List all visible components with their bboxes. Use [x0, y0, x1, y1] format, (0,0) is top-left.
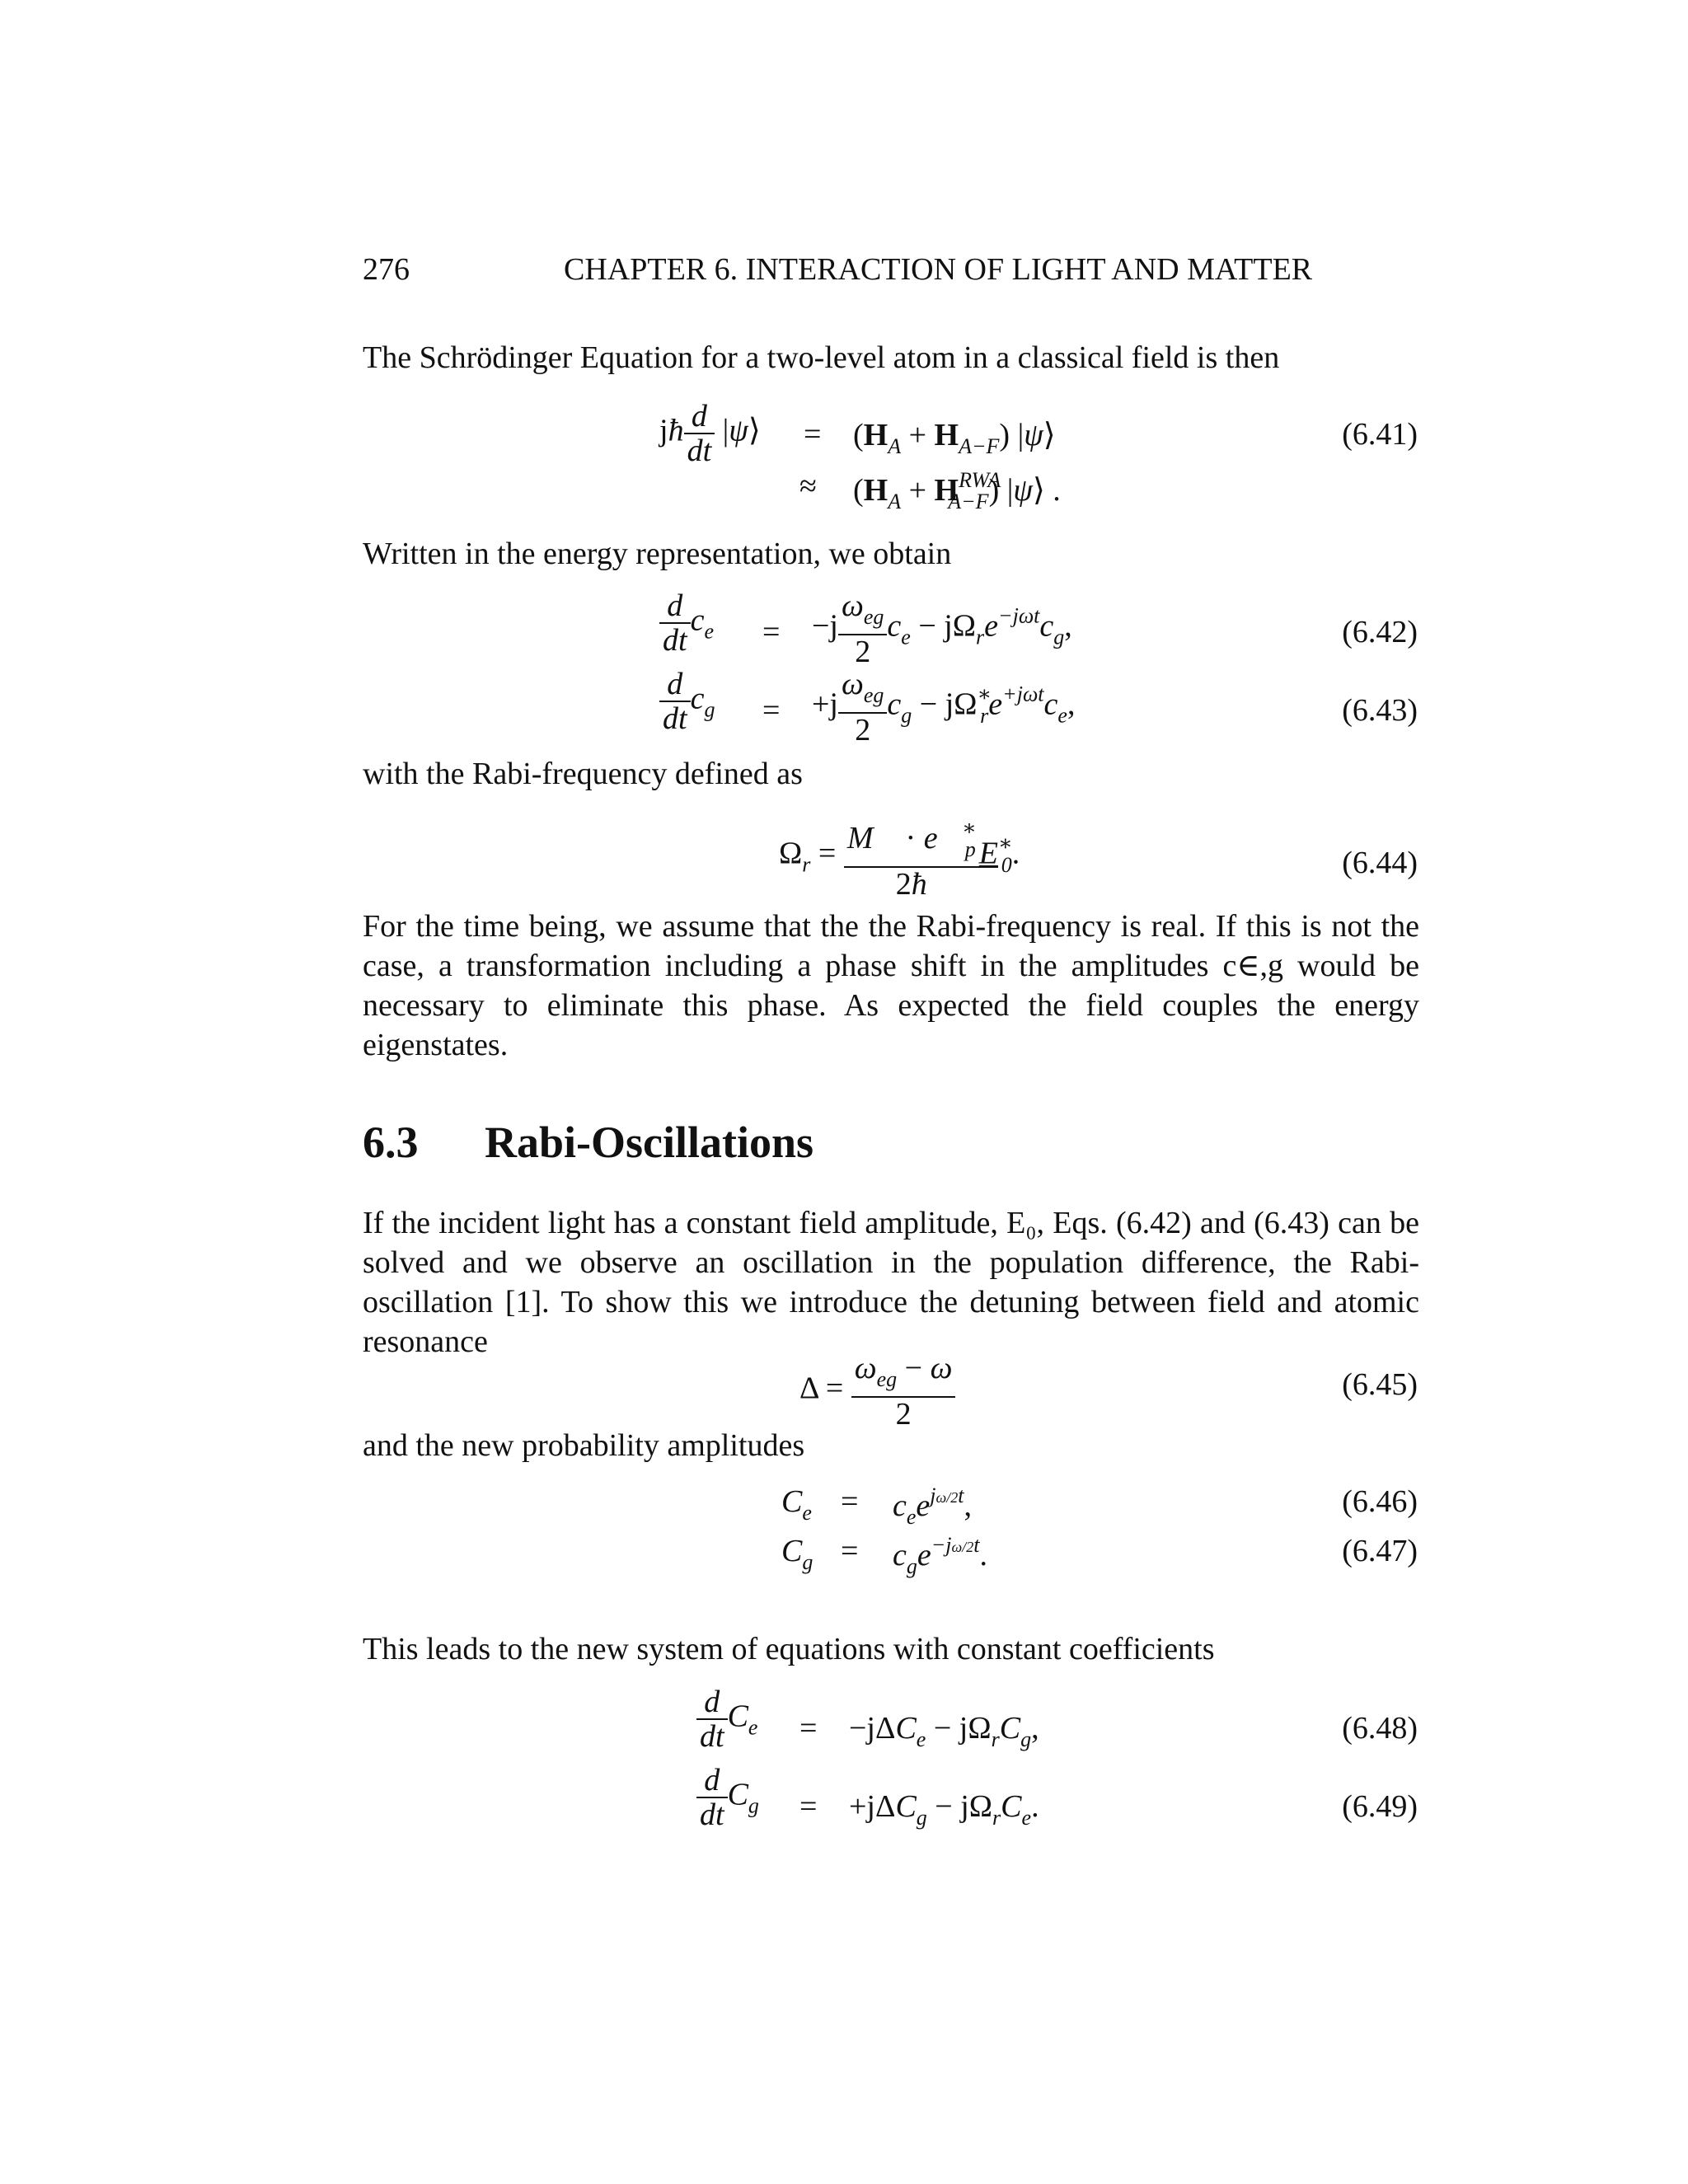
paragraph-rabi-real: For the time being, we assume that the the Rabi-frequency is real. If this is not the case, a transformation including a phase shift in the amplitudes c∈,g would be necessary to eliminate this phase. As expected the field couples the energy eigenstates. — [363, 909, 1419, 1062]
paragraph-new-system: This leads to the new system of equations with constant coefficients — [363, 1632, 1215, 1666]
eq-number-6-41: (6.41) — [1342, 417, 1418, 452]
eq-number-6-43: (6.43) — [1342, 693, 1418, 728]
section-heading — [363, 1117, 814, 1168]
eq-number-6-46: (6.46) — [1342, 1484, 1418, 1519]
eq-number-6-44: (6.44) — [1342, 846, 1418, 880]
equation-6-45: Δ = $\frac{\omega_{eg} - \omega}{2}$ — [799, 1352, 955, 1431]
paragraph-incident-light: If the incident light has a constant field amplitude, E₀, Eqs. (6.42) and (6.43) can be solved and we observe an oscillation in the population difference, the Rabi-oscillation [1]. To show this we introduce the detuning between field and atomic resonance — [363, 1206, 1419, 1359]
equation-6-46-lhs: $C_e$ — [781, 1484, 812, 1525]
section-title: Rabi-Oscillations — [485, 1118, 814, 1167]
eq-number-6-49: (6.49) — [1342, 1789, 1418, 1824]
equation-6-49-lhs: $\frac{d}{dt}$ $C_g$ — [696, 1764, 759, 1831]
equation-6-46-rhs: $c_ee^{j\omega/2t}$, — [893, 1483, 972, 1529]
equation-6-41b-rhs: $(H_A + H^{RWA}_{A-F})$ |ψ⟩ . — [853, 468, 1061, 513]
paragraph-new-amplitudes: and the new probability amplitudes — [363, 1428, 805, 1463]
equation-6-41-rhs: $(H_A + H_{A-F})$ |ψ⟩ — [853, 418, 1056, 458]
equation-6-49-rhs: $+j\Delta C_g - j\Omega_rC_e$. — [849, 1789, 1039, 1830]
equation-6-42-rhs: −j $\frac{\omega_{eg}}{2}$ $c_e - j\Omega_re^{-j\omega t}c_g$, — [812, 588, 1072, 669]
page-number: 276 — [363, 252, 410, 287]
equation-6-46-eq: = — [841, 1484, 859, 1519]
equation-6-43-eq: = — [762, 693, 781, 728]
paragraph-rabi-def: with the Rabi-frequency defined as — [363, 757, 803, 791]
equation-6-43-lhs: $\frac{d}{dt}$ $c_g$ — [659, 668, 715, 735]
equation-6-48-rhs: $-j\Delta C_e - j\Omega_rC_g$, — [849, 1711, 1039, 1751]
equation-6-48-eq: = — [799, 1711, 818, 1746]
equation-6-42-lhs: $\frac{d}{dt}$ $c_e$ — [659, 589, 714, 657]
eq-number-6-42: (6.42) — [1342, 615, 1418, 649]
equation-6-44: $\Omega_r$ = $\frac{M⃗ \cdot e⃗^∗_p}{2ħ}$ $E^∗_0$. — [779, 816, 1020, 902]
equation-6-47-lhs: $C_g$ — [781, 1534, 814, 1574]
running-title: CHAPTER 6. INTERACTION OF LIGHT AND MATTER — [564, 252, 1313, 287]
equation-6-42-eq: = — [762, 615, 781, 649]
paragraph-intro: The Schrödinger Equation for a two-level atom in a classical field is then — [363, 340, 1280, 375]
equation-6-43-rhs: +j $\frac{\omega_{eg}}{2}$ $c_g - j\Omega^∗_re^{+j\omega t}c_e$, — [812, 667, 1076, 748]
equation-6-47-rhs: $c_ge^{-j\omega/2t}$. — [893, 1533, 987, 1578]
equation-6-41-eq: = — [804, 417, 822, 452]
equation-6-41-lhs: jħ $\frac{d}{dt}$ |ψ⟩ — [659, 399, 761, 468]
equation-6-48-lhs: $\frac{d}{dt}$ $C_e$ — [696, 1685, 757, 1753]
section-number: 6.3 — [363, 1118, 419, 1167]
equation-6-49-eq: = — [799, 1789, 818, 1824]
eq-number-6-48: (6.48) — [1342, 1711, 1418, 1746]
equation-6-41b-approx: ≈ — [799, 469, 817, 504]
eq-number-6-45: (6.45) — [1342, 1367, 1418, 1402]
eq-number-6-47: (6.47) — [1342, 1534, 1418, 1568]
equation-6-47-eq: = — [841, 1534, 859, 1568]
paragraph-energy-rep: Written in the energy representation, we obtain — [363, 537, 952, 571]
